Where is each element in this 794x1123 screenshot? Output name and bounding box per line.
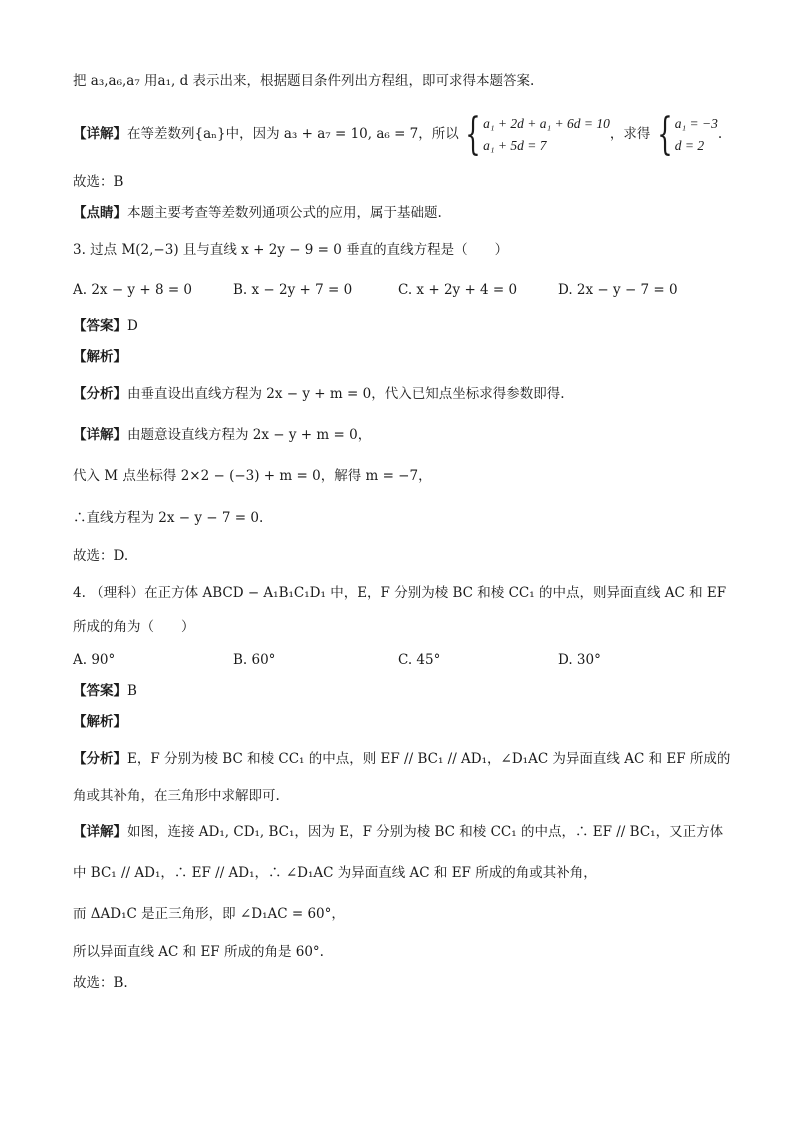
q3-option-d: D. 2x − y − 7 = 0 [558, 282, 678, 298]
q4-fenxi2: 角或其补角，在三角形中求解即可. [73, 788, 280, 804]
q2-system2-line1: a₁ = −3 [674, 115, 718, 131]
q4-answer-value: B [127, 683, 137, 699]
q4-option-d: D. 30° [558, 652, 601, 668]
q4-detail3: 而 ΔAD₁C 是正三角形，即 ∠D₁AC = 60°， [73, 906, 345, 922]
q3-answer [73, 316, 138, 336]
q2-system1-line2: a₁ + 5d = 7 [483, 137, 547, 153]
q3-option-c: C. x + 2y + 4 = 0 [398, 282, 518, 298]
q2-system2-line2: d = 2 [674, 137, 705, 153]
q2-detail-text2: ，求得 [609, 126, 651, 142]
q4-analysis-tag: 【解析】 [73, 714, 127, 730]
intro-text: 把 a₃,a₆,a₇ 用a₁, d 表示出来，根据题目条件列出方程组，即可求得本题答案. [73, 73, 535, 89]
left-brace-icon: { [657, 108, 673, 160]
q2-choice: 故选：B [73, 174, 124, 190]
q4-detail4: 所以异面直线 AC 和 EF 所成的角是 60°. [73, 944, 324, 960]
q3-fenxi-text: 由垂直设出直线方程为 2x − y + m = 0，代入已知点坐标求得参数即得. [127, 386, 565, 402]
q4-answer-tag: 【答案】 [73, 683, 127, 699]
q4-option-b: B. 60° [233, 652, 276, 668]
q4-fenxi-tag: 【分析】 [73, 751, 127, 767]
q3-fenxi [73, 384, 564, 404]
q4-option-c: C. 45° [398, 652, 441, 668]
q2-comment-text: 本题主要考查等差数列通项公式的应用，属于基础题. [127, 205, 442, 221]
q4-detail1 [73, 822, 723, 842]
q3-detail2: 代入 M 点坐标得 2×2 − (−3) + m = 0，解得 m = −7， [73, 468, 432, 484]
q4-detail1-text: 如图，连接 AD₁, CD₁, BC₁，因为 E，F 分别为棱 BC 和棱 CC₁ 的中点，∴ EF // BC₁，又正方体 [127, 824, 724, 840]
q4-fenxi1 [73, 749, 730, 769]
q2-system2 [655, 108, 718, 160]
q3-analysis-tag: 【解析】 [73, 349, 127, 365]
q2-system1-line1: a₁ + 2d + a₁ + 6d = 10 [483, 115, 610, 131]
q4-detail-tag: 【详解】 [73, 824, 127, 840]
left-brace-icon: { [465, 108, 481, 160]
q3-option-a: A. 2x − y + 8 = 0 [73, 282, 193, 298]
q2-system1 [463, 108, 610, 160]
q3-detail1 [73, 425, 371, 445]
q2-detail-text1: 在等差数列{aₙ}中，因为 a₃ + a₇ = 10, a₆ = 7，所以 [127, 126, 459, 142]
q4-stem1: 4. （理科）在正方体 ABCD − A₁B₁C₁D₁ 中，E，F 分别为棱 BC 和棱 CC₁ 的中点，则异面直线 AC 和 EF [73, 585, 727, 601]
q3-detail1-text: 由题意设直线方程为 2x − y + m = 0， [127, 427, 372, 443]
q3-choice: 故选：D. [73, 548, 129, 564]
q4-fenxi1-text: E，F 分别为棱 BC 和棱 CC₁ 的中点，则 EF // BC₁ // AD₁，∠D₁AC 为异面直线 AC 和 EF 所成的 [127, 751, 731, 767]
q3-option-b: B. x − 2y + 7 = 0 [233, 282, 353, 298]
q2-comment [73, 203, 442, 223]
q4-choice: 故选：B. [73, 975, 128, 991]
q3-answer-value: D [127, 318, 138, 334]
q2-comment-tag: 【点睛】 [73, 205, 127, 221]
q2-detail [73, 108, 723, 160]
q3-detail3: ∴直线方程为 2x − y − 7 = 0. [73, 510, 264, 526]
q4-stem2: 所成的角为（ ） [73, 619, 195, 635]
q4-option-a: A. 90° [73, 652, 116, 668]
q4-detail2: 中 BC₁ // AD₁，∴ EF // AD₁，∴ ∠D₁AC 为异面直线 AC 和 EF 所成的角或其补角， [73, 865, 597, 881]
q3-detail-tag: 【详解】 [73, 427, 127, 443]
q3-fenxi-tag: 【分析】 [73, 386, 127, 402]
q2-detail-tag: 【详解】 [73, 126, 127, 142]
q4-answer [73, 681, 137, 701]
q3-answer-tag: 【答案】 [73, 318, 127, 334]
q3-stem: 3. 过点 M(2,−3) 且与直线 x + 2y − 9 = 0 垂直的直线方程是（ ） [73, 242, 509, 258]
q2-detail-end: . [717, 126, 723, 142]
